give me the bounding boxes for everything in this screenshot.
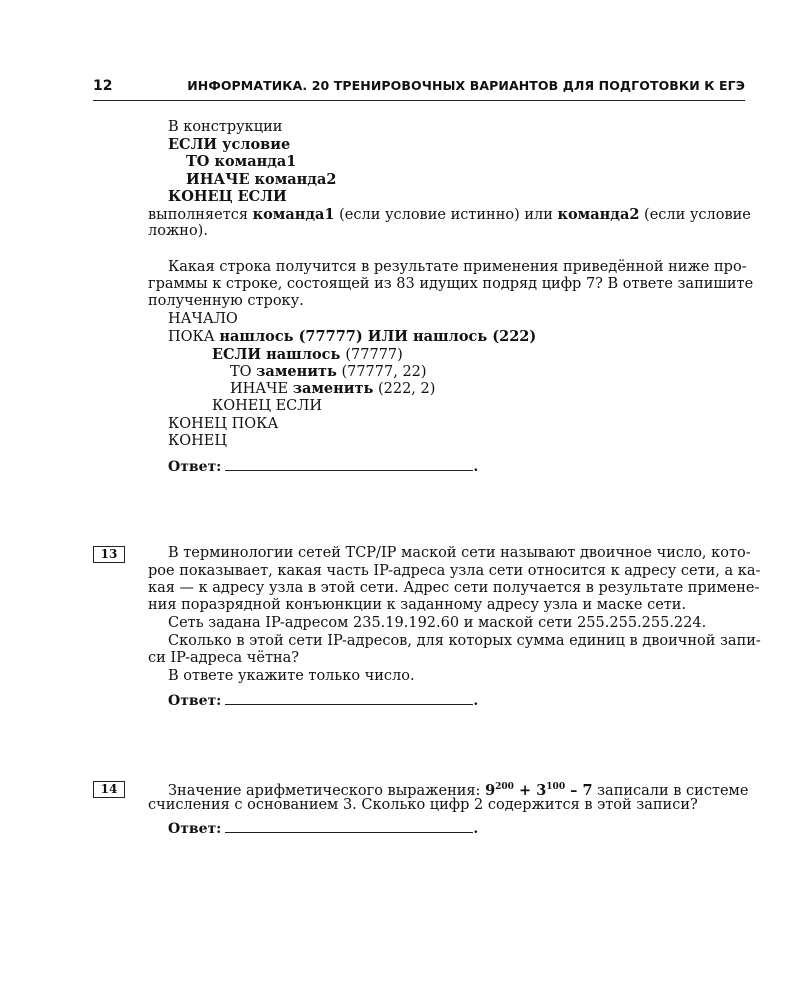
construct-explanation-tail: ложно). [148, 223, 208, 239]
page-number: 12 [93, 78, 113, 94]
construct-end-if: КОНЕЦ ЕСЛИ [168, 188, 287, 205]
task13-line8: В ответе укажите только число. [168, 668, 415, 684]
task12-question-line3: полученную строку. [148, 293, 304, 309]
task14-line2: счисления с основанием 3. Сколько цифр 2 содержится в этой записи? [148, 797, 698, 813]
task12-question-line1: Какая строка получится в результате применения приведённой ниже про- [168, 259, 747, 275]
book-title: ИНФОРМАТИКА. 20 ТРЕНИРОВОЧНЫХ ВАРИАНТОВ ДЛЯ ПОДГОТОВКИ К ЕГЭ [187, 78, 745, 93]
construct-intro: В конструкции [168, 119, 283, 135]
program-if: ЕСЛИ нашлось (77777) [212, 346, 403, 363]
program-begin: НАЧАЛО [168, 311, 238, 327]
task13-line6: Сколько в этой сети IP-адресов, для которых сумма единиц в двоичной запи- [168, 633, 761, 649]
task13-line4: ния поразрядной конъюнкции к заданному адресу узла и маске сети. [148, 597, 687, 613]
task13-answer: Ответ: . [168, 693, 479, 709]
program-while: ПОКА нашлось (77777) ИЛИ нашлось (222) [168, 328, 537, 345]
task13-line3: кая — к адресу узла в этой сети. Адрес сети получается в результате примене- [148, 580, 760, 596]
construct-then: ТО команда1 [186, 153, 297, 170]
task-number-13: 13 [93, 546, 125, 563]
answer-label: Ответ: [168, 821, 222, 837]
program-end-while: КОНЕЦ ПОКА [168, 416, 279, 432]
task13-line1: В терминологии сетей TCP/IP маской сети называют двоичное число, кото- [168, 545, 751, 561]
program-then: ТО заменить (77777, 22) [230, 363, 427, 380]
task13-line5: Сеть задана IP-адресом 235.19.192.60 и маской сети 255.255.255.224. [168, 615, 707, 631]
task12-answer: Ответ: . [168, 459, 479, 475]
answer-blank[interactable] [225, 692, 473, 705]
task14-line1: Значение арифметического выражения: $9^{200} + 3^{100} - 7$ записали в системе [168, 782, 749, 799]
answer-label: Ответ: [168, 459, 222, 475]
task14-answer: Ответ: . [168, 821, 479, 837]
task-number-14: 14 [93, 781, 125, 798]
task12-question-line2: граммы к строке, состоящей из 83 идущих подряд цифр 7? В ответе запишите [148, 276, 754, 292]
answer-blank[interactable] [225, 458, 473, 471]
task13-line2: рое показывает, какая часть IP-адреса узла сети относится к адресу сети, а ка- [148, 563, 761, 579]
program-else: ИНАЧЕ заменить (222, 2) [230, 380, 436, 397]
task13-line7: си IP-адреса чётна? [148, 650, 300, 666]
page-header [93, 70, 745, 101]
program-end-if: КОНЕЦ ЕСЛИ [212, 398, 323, 414]
answer-label: Ответ: [168, 693, 222, 709]
construct-else: ИНАЧЕ команда2 [186, 171, 337, 188]
construct-explanation: выполняется команда1 (если условие истинно) или команда2 (если условие [148, 206, 751, 223]
program-end: КОНЕЦ [168, 433, 227, 449]
construct-if: ЕСЛИ условие [168, 136, 291, 153]
answer-blank[interactable] [225, 820, 473, 833]
